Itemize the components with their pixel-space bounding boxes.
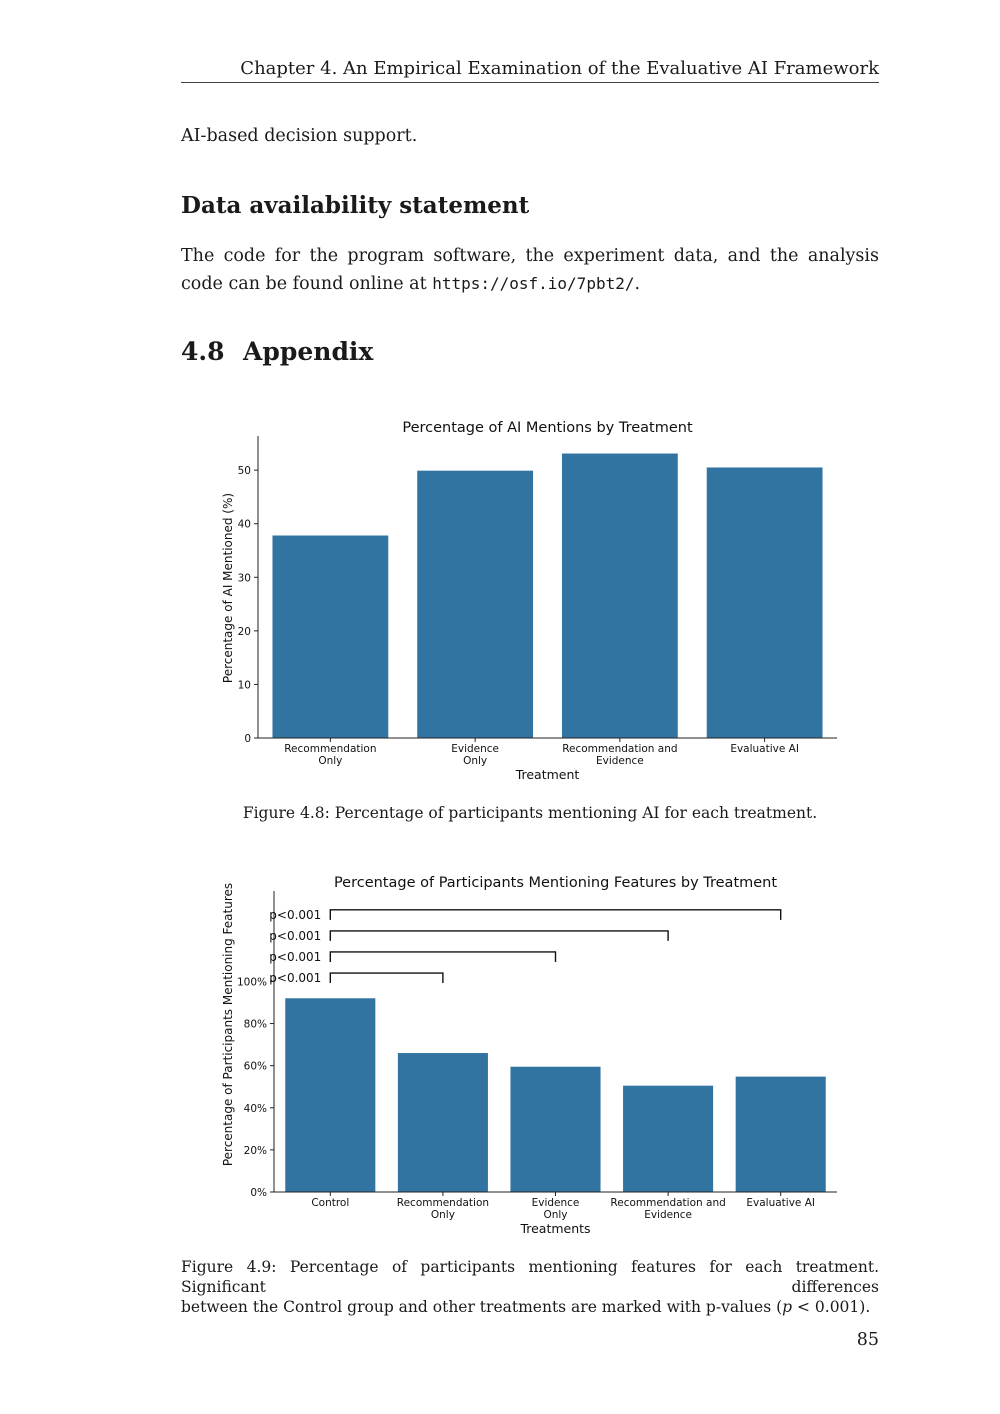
caption-p-symbol: p bbox=[782, 1298, 793, 1316]
y-tick-label: 10 bbox=[237, 679, 251, 692]
chart-title: Percentage of Participants Mentioning Features by Treatment bbox=[333, 875, 778, 891]
features-mention-chart bbox=[0, 865, 1000, 1250]
x-tick-label: Evaluative AI bbox=[746, 1197, 816, 1209]
significance-label-2: p<0.001 bbox=[269, 928, 322, 943]
figure-4-9-caption-line1: Figure 4.9: Percentage of participants mentioning features for each treatment. Significant differences bbox=[181, 1258, 879, 1296]
chart-title: Percentage of AI Mentions by Treatment bbox=[402, 420, 693, 436]
x-tick-label: Evidence bbox=[451, 743, 500, 755]
x-tick-label: Recommendation bbox=[396, 1197, 490, 1209]
x-tick-label: Evidence bbox=[531, 1197, 580, 1209]
appendix-heading bbox=[181, 337, 373, 366]
y-tick-label: 100% bbox=[236, 976, 267, 989]
section-title: Appendix bbox=[243, 337, 374, 366]
y-tick-label: 80% bbox=[243, 1018, 267, 1031]
figure-4-9-caption-line2 bbox=[181, 1297, 879, 1317]
bar-1 bbox=[417, 471, 533, 738]
intro-text: AI-based decision support. bbox=[181, 126, 418, 146]
x-tick-label: Recommendation and bbox=[562, 743, 678, 755]
running-head: Chapter 4. An Empirical Examination of the Evaluative AI Framework bbox=[181, 58, 879, 83]
significance-label-1: p<0.001 bbox=[269, 949, 322, 964]
bar-4 bbox=[736, 1077, 826, 1192]
caption-line2-end: < 0.001). bbox=[792, 1298, 871, 1316]
significance-label-0: p<0.001 bbox=[269, 971, 322, 986]
bar-1 bbox=[398, 1053, 488, 1192]
significance-bracket-1 bbox=[330, 952, 555, 962]
section-number: 4.8 bbox=[181, 337, 225, 366]
bar-3 bbox=[623, 1086, 713, 1192]
x-axis-label: Treatment bbox=[515, 767, 580, 782]
y-axis-label: Percentage of Participants Mentioning Features bbox=[221, 882, 235, 1167]
x-tick-label: Recommendation and bbox=[610, 1197, 726, 1209]
y-tick-label: 20% bbox=[243, 1144, 267, 1157]
data-availability-heading: Data availability statement bbox=[181, 192, 530, 219]
x-tick-label: Only bbox=[318, 755, 343, 767]
y-axis-label: Percentage of AI Mentioned (%) bbox=[221, 492, 235, 684]
page-number: 85 bbox=[856, 1330, 879, 1350]
y-tick-label: 40% bbox=[243, 1102, 267, 1115]
x-tick-label: Only bbox=[543, 1209, 568, 1221]
ai-mentions-chart bbox=[0, 410, 1000, 795]
x-tick-label: Evaluative AI bbox=[730, 743, 799, 755]
bar-0 bbox=[285, 998, 375, 1192]
x-axis-label: Treatments bbox=[520, 1221, 591, 1236]
x-tick-label: Only bbox=[430, 1209, 455, 1221]
x-tick-label: Evidence bbox=[595, 755, 644, 767]
bar-0 bbox=[272, 536, 388, 739]
x-tick-label: Only bbox=[463, 755, 488, 767]
y-tick-label: 20 bbox=[237, 625, 251, 638]
significance-bracket-3 bbox=[330, 910, 780, 920]
y-tick-label: 40 bbox=[237, 518, 251, 531]
osf-url-link[interactable]: https://osf.io/7pbt2/ bbox=[432, 274, 635, 293]
y-tick-label: 0% bbox=[250, 1187, 267, 1199]
data-availability-end: . bbox=[634, 274, 641, 294]
data-availability-text bbox=[181, 243, 879, 298]
figure-4-9-caption bbox=[181, 1257, 879, 1317]
y-tick-label: 30 bbox=[237, 572, 251, 585]
figure-4-8-caption: Figure 4.8: Percentage of participants mentioning AI for each treatment. bbox=[242, 804, 818, 822]
significance-bracket-2 bbox=[330, 931, 668, 941]
x-tick-label: Evidence bbox=[644, 1209, 692, 1221]
bar-3 bbox=[707, 467, 823, 738]
x-tick-label: Control bbox=[311, 1197, 350, 1209]
data-availability-body: The code for the program software, the experiment data, and the analysis code can be found online at bbox=[181, 246, 879, 294]
x-tick-label: Recommendation bbox=[284, 743, 377, 755]
caption-line2-text: between the Control group and other treatments are marked with p-values ( bbox=[181, 1298, 783, 1316]
bar-2 bbox=[562, 454, 678, 738]
y-tick-label: 50 bbox=[237, 465, 251, 478]
y-tick-label: 60% bbox=[243, 1060, 267, 1073]
bar-2 bbox=[510, 1067, 600, 1192]
significance-label-3: p<0.001 bbox=[269, 907, 322, 922]
y-tick-label: 0 bbox=[244, 733, 251, 745]
significance-bracket-0 bbox=[330, 973, 443, 983]
